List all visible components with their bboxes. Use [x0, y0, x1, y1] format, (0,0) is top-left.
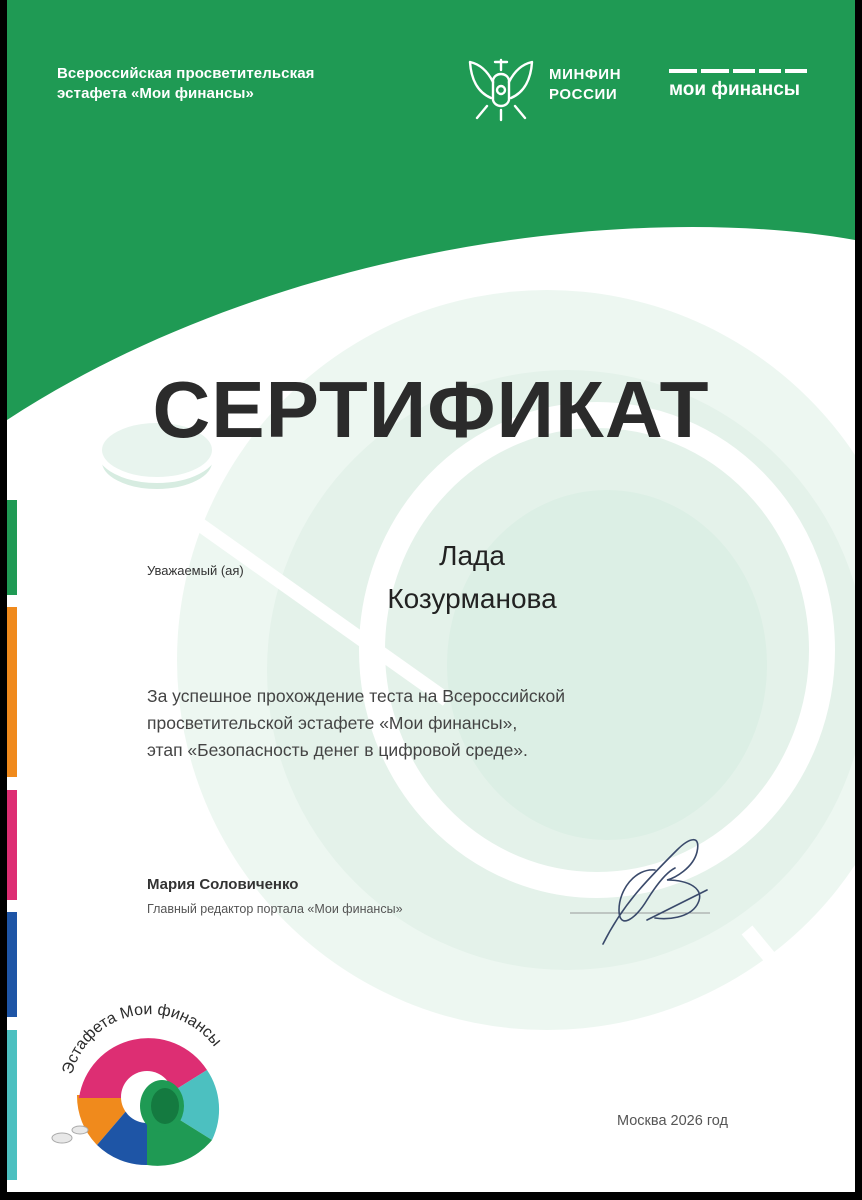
signer-name: Мария Соловиченко — [147, 876, 299, 893]
recipient-last-name: Козурманова — [387, 583, 557, 614]
relay-title-line1: Всероссийская просветительская — [57, 65, 315, 82]
body-line-2: просветительской эстафете «Мои финансы», — [147, 713, 518, 733]
stripe-magenta — [7, 790, 17, 900]
brand-wordmark: мои финансы — [669, 79, 800, 100]
certificate — [7, 0, 855, 1192]
bg-line-4 — [747, 930, 855, 1060]
ministry-line1: МИНФИН — [549, 66, 622, 83]
recipient-first-name: Лада — [439, 540, 505, 571]
relay-logo-icon — [52, 1001, 225, 1166]
relay-title-line2: эстафета «Мои финансы» — [57, 85, 254, 102]
logo-arc-text: Эстафета Мои финансы — [59, 1001, 225, 1077]
ministry-line2: РОССИИ — [549, 86, 618, 103]
stripe-blue — [7, 912, 17, 1017]
body-line-3: этап «Безопасность денег в цифровой среде». — [147, 740, 528, 760]
place-year: Москва 2026 год — [617, 1113, 728, 1129]
body-line-1: За успешное прохождение теста на Всероссийской — [147, 686, 565, 706]
salutation: Уважаемый (ая) — [147, 563, 244, 578]
certificate-title: СЕРТИФИКАТ — [152, 365, 710, 454]
signer-role: Главный редактор портала «Мои финансы» — [147, 902, 403, 916]
stripe-green — [7, 500, 17, 595]
stripe-teal — [7, 1030, 17, 1180]
bottom-band — [0, 1192, 862, 1200]
stripe-orange — [7, 607, 17, 777]
